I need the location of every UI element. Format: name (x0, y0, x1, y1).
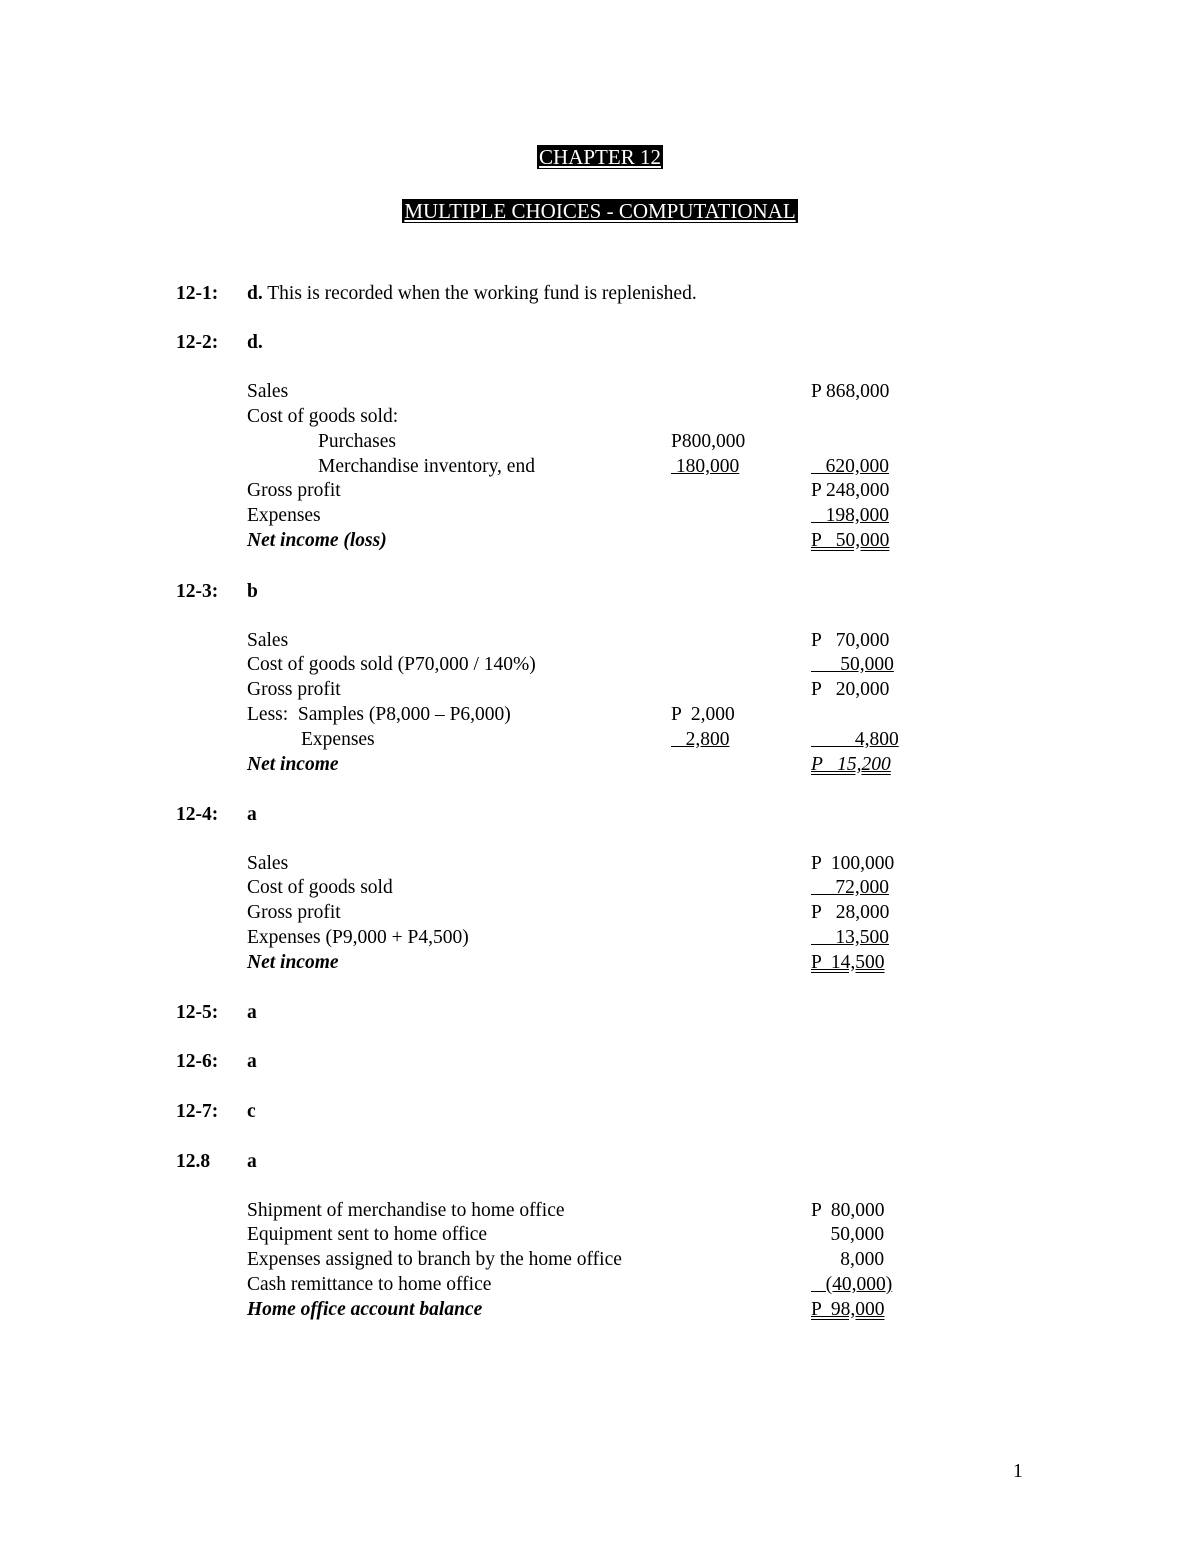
question-number: 12-7: (176, 1101, 219, 1122)
answer-letter: b (247, 581, 258, 602)
amount: P 70,000 (811, 630, 890, 651)
total-label: Net income (247, 754, 339, 775)
line-label: Gross profit (247, 480, 341, 501)
amount: P 2,000 (671, 704, 735, 725)
amount: P 28,000 (811, 902, 890, 923)
question-number: 12-2: (176, 332, 219, 353)
question-number: 12-4: (176, 804, 219, 825)
total-amount: P 98,000 (811, 1299, 885, 1320)
amount: 4,800 (811, 729, 899, 750)
amount: 198,000 (811, 505, 889, 526)
amount: 180,000 (671, 456, 740, 477)
total-amount: P 15,200 (811, 754, 891, 775)
section-heading: MULTIPLE CHOICES - COMPUTATIONAL (404, 199, 796, 223)
line-label: Purchases (318, 431, 396, 452)
amount: 72,000 (811, 877, 889, 898)
line-label: Expenses (P9,000 + P4,500) (247, 927, 469, 948)
amount: P 80,000 (811, 1200, 885, 1221)
amount: P 20,000 (811, 679, 890, 700)
amount: 620,000 (811, 456, 889, 477)
answer-letter: a (247, 1151, 257, 1172)
line-label: Cash remittance to home office (247, 1274, 492, 1295)
total-label: Home office account balance (247, 1299, 483, 1320)
amount: (40,000) (811, 1274, 893, 1295)
line-label: Merchandise inventory, end (318, 456, 535, 477)
line-label: Cost of goods sold: (247, 406, 399, 427)
amount: 13,500 (811, 927, 889, 948)
answer-letter: a (247, 1051, 257, 1072)
line-label: Sales (247, 853, 289, 874)
line-label: Gross profit (247, 902, 341, 923)
line-label: Shipment of merchandise to home office (247, 1200, 565, 1221)
amount: P 100,000 (811, 853, 895, 874)
question-number: 12.8 (176, 1151, 211, 1172)
line-label: Expenses (247, 505, 321, 526)
line-label: Gross profit (247, 679, 341, 700)
amount: 8,000 (811, 1249, 885, 1270)
answer-explanation: This is recorded when the working fund is replenished. (262, 283, 697, 304)
chapter-heading: CHAPTER 12 (539, 145, 661, 169)
amount: P800,000 (671, 431, 746, 452)
question-number: 12-3: (176, 581, 219, 602)
line-label: Equipment sent to home office (247, 1224, 488, 1245)
line-label: Cost of goods sold (247, 877, 393, 898)
amount: 50,000 (811, 1224, 885, 1245)
line-label: Sales (247, 381, 289, 402)
question-number: 12-6: (176, 1051, 219, 1072)
question-number: 12-5: (176, 1002, 219, 1023)
answer-letter: a (247, 804, 257, 825)
answer-letter: c (247, 1101, 256, 1122)
amount: P 248,000 (811, 480, 890, 501)
total-label: Net income (247, 952, 339, 973)
line-label: Less: Samples (P8,000 – P6,000) (247, 704, 511, 725)
line-label: Sales (247, 630, 289, 651)
answer-letter: d. (247, 332, 263, 353)
total-label: Net income (loss) (247, 530, 387, 551)
total-amount: P 14,500 (811, 952, 885, 973)
amount: P 868,000 (811, 381, 890, 402)
answer-letter: d. (247, 283, 263, 304)
amount: 50,000 (811, 654, 894, 675)
question-number: 12-1: (176, 283, 219, 304)
answer-letter: a (247, 1002, 257, 1023)
amount: 2,800 (671, 729, 730, 750)
page-number: 1 (1013, 1461, 1023, 1482)
total-amount: P 50,000 (811, 530, 890, 551)
answer-line (247, 282, 697, 306)
line-label: Expenses (301, 729, 375, 750)
line-label: Expenses assigned to branch by the home office (247, 1249, 622, 1270)
line-label: Cost of goods sold (P70,000 / 140%) (247, 654, 536, 675)
